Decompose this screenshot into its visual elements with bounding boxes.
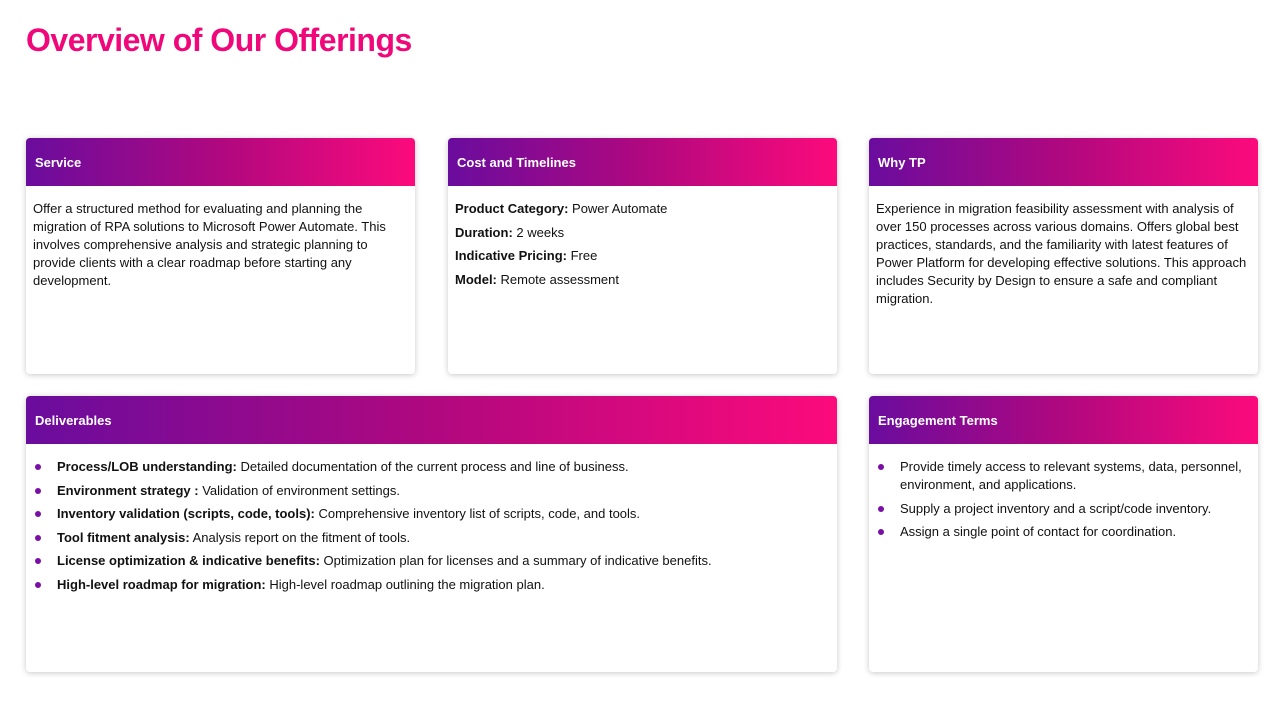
bullet-icon: [35, 558, 41, 564]
cost-row-value: Free: [566, 248, 598, 263]
service-text: Offer a structured method for evaluating and planning the migration of RPA solutions to Microsoft Power Automate. This involves comprehensive analysis and strategic planning to provide clients with a clear roadmap before starting any development.: [33, 201, 386, 288]
deliverables-card-header: Deliverables: [26, 396, 837, 444]
engagement-card-body: [869, 444, 1258, 557]
cost-row-duration: [455, 224, 830, 242]
page-title: Overview of Our Offerings: [26, 22, 412, 58]
engagement-list: [876, 458, 1251, 541]
list-item: [33, 529, 830, 547]
deliverables-card: [26, 396, 837, 672]
list-item: [876, 458, 1251, 494]
cost-row-label: Model:: [455, 271, 497, 287]
service-card: [26, 138, 415, 374]
why-card-body: [869, 186, 1258, 318]
cost-card: [448, 138, 837, 374]
bullet-icon: [878, 506, 884, 512]
deliverable-text: Comprehensive inventory list of scripts, code, and tools.: [314, 506, 641, 521]
cost-row-value: Remote assessment: [496, 271, 619, 287]
cost-row-pricing: [455, 247, 830, 265]
list-item: [876, 523, 1251, 541]
deliverable-label: License optimization & indicative benefits:: [57, 553, 320, 568]
deliverable-label: High-level roadmap for migration:: [57, 576, 266, 592]
deliverable-label: Inventory validation (scripts, code, tools):: [57, 506, 315, 521]
cost-row-value: Power Automate: [568, 201, 668, 216]
deliverables-card-body: [26, 444, 837, 609]
list-item: [33, 458, 830, 476]
cost-card-body: [448, 186, 837, 304]
deliverable-label: Process/LOB understanding:: [57, 459, 237, 474]
list-item: [33, 576, 830, 594]
deliverables-list: [33, 458, 830, 594]
list-item: [33, 482, 830, 500]
engagement-card-header: Engagement Terms: [869, 396, 1258, 444]
engagement-text: Assign a single point of contact for coordination.: [900, 524, 1177, 539]
why-text: Experience in migration feasibility assessment with analysis of over 150 processes across various domains. Offers global best practices, standards, and the familiarity with latest features of Power Platform for developing effective solutions. This approach includes Security by Design to ensure a safe and compliant migration.: [876, 201, 1247, 306]
deliverable-text: Optimization plan for licenses and a summary of indicative benefits.: [319, 553, 712, 568]
deliverable-label: Tool fitment analysis:: [57, 529, 190, 545]
deliverable-label: Environment strategy :: [57, 482, 199, 498]
bullet-icon: [35, 464, 41, 470]
deliverable-text: High-level roadmap outlining the migration plan.: [265, 576, 545, 592]
bullet-icon: [35, 535, 41, 541]
deliverable-text: Analysis report on the fitment of tools.: [189, 529, 411, 545]
cost-row-model: [455, 271, 830, 289]
cost-row-label: Indicative Pricing:: [455, 248, 567, 263]
service-card-header: Service: [26, 138, 415, 186]
bullet-icon: [35, 488, 41, 494]
cost-row-value: 2 weeks: [512, 224, 565, 240]
list-item: [33, 505, 830, 523]
bullet-icon: [35, 582, 41, 588]
engagement-card: [869, 396, 1258, 672]
cost-card-header: Cost and Timelines: [448, 138, 837, 186]
cost-row-product-category: [455, 200, 830, 218]
cost-row-label: Product Category:: [455, 201, 569, 216]
deliverable-text: Detailed documentation of the current process and line of business.: [236, 459, 629, 474]
why-card-header: Why TP: [869, 138, 1258, 186]
bullet-icon: [878, 464, 884, 470]
deliverable-text: Validation of environment settings.: [198, 482, 400, 498]
service-card-body: [26, 186, 415, 300]
list-item: [33, 552, 830, 570]
list-item: [876, 500, 1251, 518]
why-card: [869, 138, 1258, 374]
bullet-icon: [878, 529, 884, 535]
engagement-text: Supply a project inventory and a script/code inventory.: [900, 500, 1212, 516]
engagement-text: Provide timely access to relevant systems, data, personnel, environment, and applications.: [900, 459, 1242, 492]
cost-row-label: Duration:: [455, 224, 513, 240]
bullet-icon: [35, 511, 41, 517]
